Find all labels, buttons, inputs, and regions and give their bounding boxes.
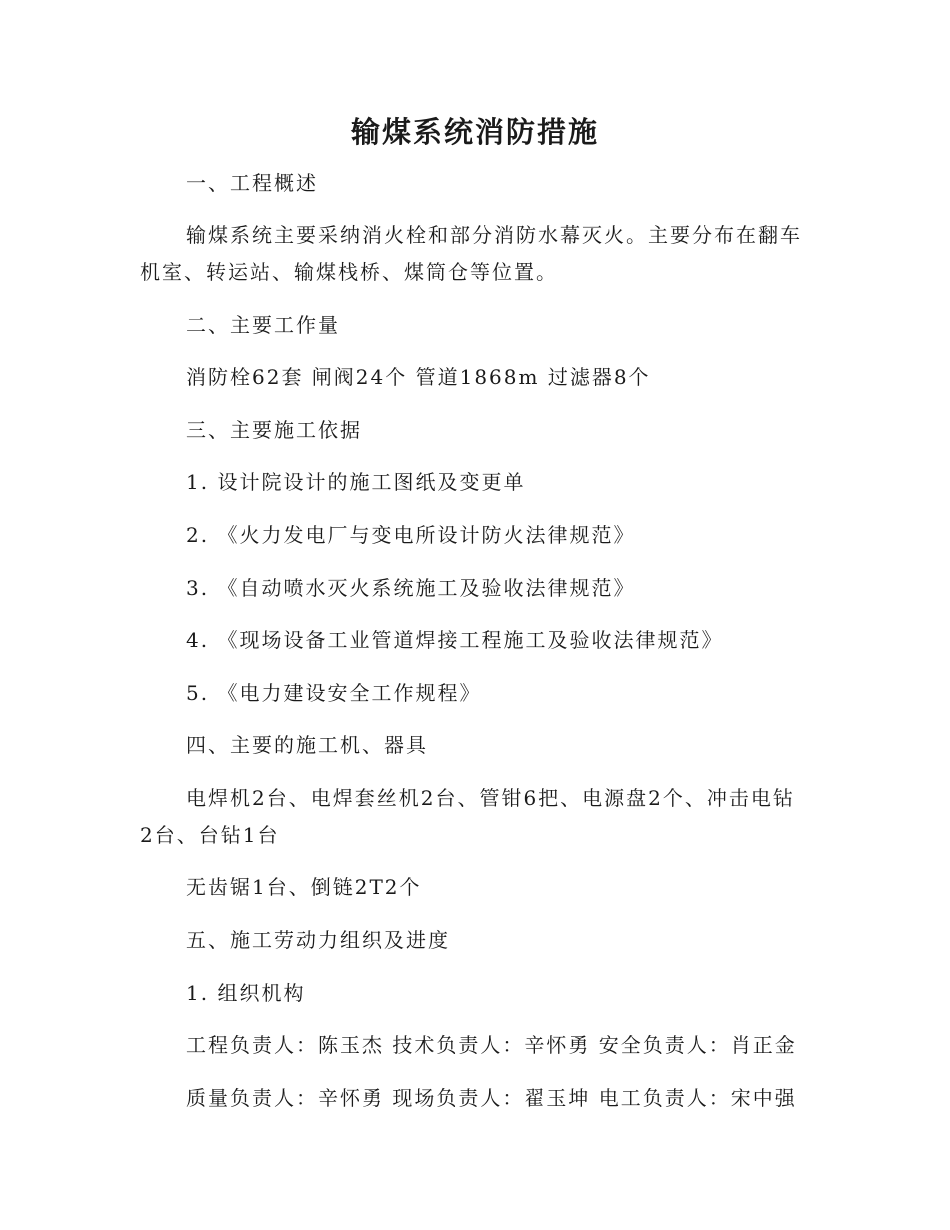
- paragraph-personnel-line-1: 工程负责人：陈玉杰 技术负责人：辛怀勇 安全负责人：肖正金: [186, 1033, 797, 1057]
- paragraph-tools-line-1: 电焊机2台、电焊套丝机2台、管钳6把、电源盘2个、冲击电钻: [186, 786, 795, 810]
- list-item-basis-4: 4. 《现场设备工业管道焊接工程施工及验收法律规范》: [186, 628, 724, 652]
- list-item-basis-3: 3. 《自动喷水灭火系统施工及验收法律规范》: [186, 576, 636, 600]
- section-heading-labor: 五、施工劳动力组织及进度: [186, 928, 450, 952]
- paragraph-personnel-line-2: 质量负责人：辛怀勇 现场负责人：翟玉坤 电工负责人：宋中强: [186, 1086, 797, 1110]
- section-heading-workload: 二、主要工作量: [186, 313, 340, 337]
- section-heading-overview: 一、工程概述: [186, 171, 318, 195]
- list-item-basis-1: 1. 设计院设计的施工图纸及变更单: [186, 470, 526, 494]
- list-item-basis-5: 5. 《电力建设安全工作规程》: [186, 681, 482, 705]
- paragraph-workload: 消防栓62套 闸阀24个 管道1868m 过滤器8个: [186, 365, 651, 389]
- paragraph-overview-line-1: 输煤系统主要采纳消火栓和部分消防水幕灭火。主要分布在翻车: [186, 223, 802, 247]
- list-item-basis-2: 2. 《火力发电厂与变电所设计防火法律规范》: [186, 523, 636, 547]
- section-heading-basis: 三、主要施工依据: [186, 418, 362, 442]
- paragraph-overview-line-2: 机室、转运站、输煤栈桥、煤筒仓等位置。: [140, 260, 558, 284]
- section-heading-tools: 四、主要的施工机、器具: [186, 733, 428, 757]
- paragraph-tools-line-3: 无齿锯1台、倒链2T2个: [186, 875, 422, 899]
- paragraph-tools-line-2: 2台、台钻1台: [140, 823, 280, 847]
- list-item-organization: 1. 组织机构: [186, 981, 306, 1005]
- document-title: 输煤系统消防措施: [350, 115, 599, 149]
